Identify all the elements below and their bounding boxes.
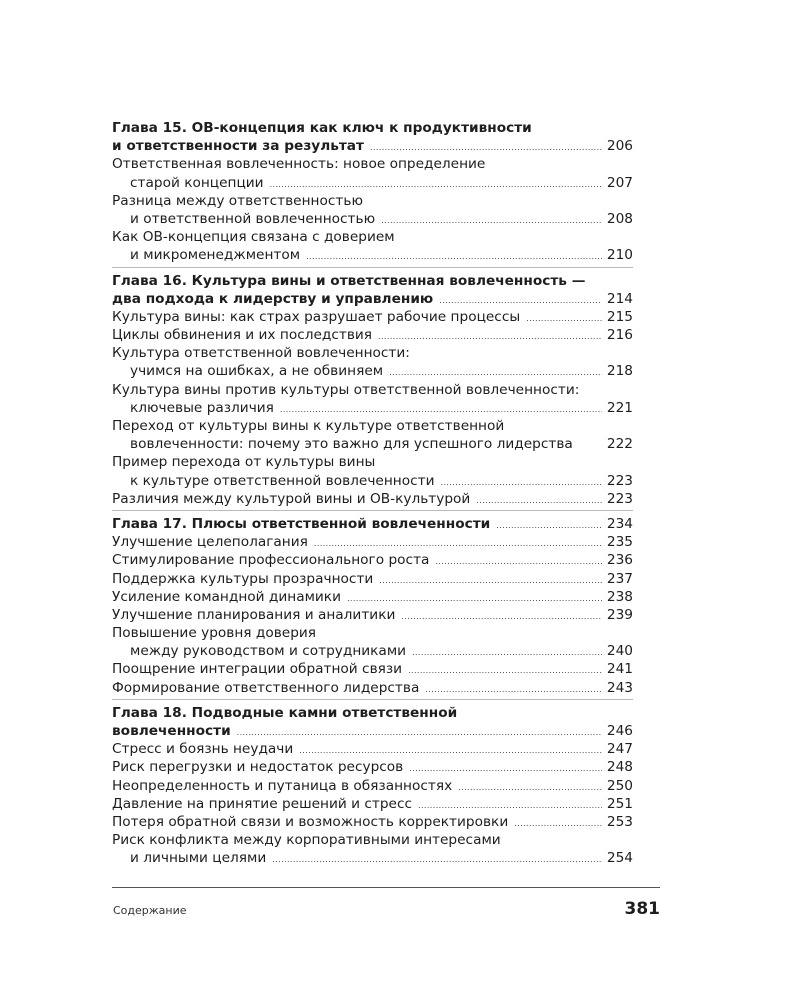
toc-entry-line xyxy=(112,831,633,849)
footer-page-number: 381 xyxy=(624,899,660,919)
toc-chapter-heading-line xyxy=(112,722,633,740)
toc-chapter-heading-line xyxy=(112,290,633,308)
toc-entry-line xyxy=(112,777,633,795)
toc-entry-title: Неопределенность и путаница в обязанностях xyxy=(112,777,453,794)
toc-page-number: 223 xyxy=(606,490,633,507)
toc-entry-title: и ответственной вовлеченностью xyxy=(130,210,376,227)
toc-entry-title: Глава 15. ОВ-концепция как ключ к продуктивности xyxy=(112,120,532,136)
toc-entry-title: вовлеченности: почему это важно для успешного лидерства xyxy=(130,436,573,453)
toc-entry-title: между руководством и сотрудниками xyxy=(130,643,407,660)
toc-page-number: 247 xyxy=(606,741,633,758)
toc-page-number: 206 xyxy=(606,138,633,155)
toc-entry-line xyxy=(112,399,633,417)
toc-entry-title: Ответственная вовлеченность: новое определение xyxy=(112,156,486,173)
toc-page-number: 237 xyxy=(606,570,633,587)
toc-entry-title: Пример перехода от культуры вины xyxy=(112,454,376,471)
toc-entry-line xyxy=(112,344,633,362)
toc-entry-line xyxy=(112,326,633,344)
toc-page-number: 253 xyxy=(606,813,633,830)
toc-page-number: 254 xyxy=(606,850,633,867)
dot-leader xyxy=(458,779,602,797)
toc-page-number: 221 xyxy=(606,399,633,416)
toc-entry-title: Поощрение интеграции обратной связи xyxy=(112,661,403,678)
toc-page-number: 207 xyxy=(606,174,633,191)
toc-entry-line xyxy=(112,795,633,813)
toc-page-number: 208 xyxy=(606,210,633,227)
toc-entry-title: учимся на ошибках, а не обвиняем xyxy=(130,363,384,380)
toc-entry-line xyxy=(112,679,633,697)
toc-page-number: 218 xyxy=(606,363,633,380)
toc-entry-title: вовлеченности xyxy=(112,723,231,739)
toc-entry-line xyxy=(112,435,633,453)
dot-leader xyxy=(476,492,602,510)
toc-entry-title: Риск перегрузки и недостаток ресурсов xyxy=(112,759,404,776)
toc-entry-title: Культура вины: как страх разрушает рабочие процессы xyxy=(112,308,521,325)
toc-entry-line xyxy=(112,308,633,326)
toc-page-number: 236 xyxy=(606,552,633,569)
toc-entry-title: Повышение уровня доверия xyxy=(112,625,317,642)
toc-page-number: 222 xyxy=(606,436,633,453)
toc-chapter-heading-line xyxy=(112,119,633,137)
dot-leader xyxy=(272,851,602,869)
toc-entry-title: Переход от культуры вины к культуре ответственной xyxy=(112,418,505,434)
toc-page-number: 214 xyxy=(606,290,633,307)
dot-leader xyxy=(425,681,602,699)
toc-entry-title: ключевые различия xyxy=(130,399,274,416)
dot-leader xyxy=(381,212,602,230)
toc-entry-line xyxy=(112,490,633,508)
toc-entry-title: Давление на принятие решений и стресс xyxy=(112,795,413,812)
toc-page-number: 234 xyxy=(606,515,633,532)
toc-entry-line xyxy=(112,588,633,606)
toc-page-number: 241 xyxy=(606,661,633,678)
toc-entry-title: Глава 18. Подводные камни ответственной xyxy=(112,704,458,721)
toc-chapter-block xyxy=(112,704,633,870)
dot-leader xyxy=(378,328,602,346)
toc-entry-line xyxy=(112,624,633,642)
toc-entry-title: Поддержка культуры прозрачности xyxy=(112,570,374,587)
dot-leader xyxy=(408,662,602,680)
toc-page-number: 215 xyxy=(606,308,633,325)
toc-entry-line xyxy=(112,246,633,264)
toc-entry-line xyxy=(112,192,633,210)
dot-leader xyxy=(401,608,601,626)
toc-chapter-heading-line xyxy=(112,137,633,155)
footer-section-label: Содержание xyxy=(113,904,187,917)
toc-chapter-block xyxy=(112,272,633,511)
toc-entry-title: Разница между ответственностью xyxy=(112,192,363,209)
toc-entry-title: Потеря обратной связи и возможность корректировки xyxy=(112,813,509,830)
dot-leader xyxy=(526,310,602,328)
toc-entry-title: Культура ответственной вовлеченности: xyxy=(112,345,410,362)
dot-leader xyxy=(412,644,602,662)
toc-page-number: 235 xyxy=(606,534,633,551)
toc-entry-line xyxy=(112,155,633,173)
toc-page-number: 238 xyxy=(606,588,633,605)
toc-entry-title: Как ОВ-концепция связана с доверием xyxy=(112,229,395,246)
toc-page-number: 223 xyxy=(606,472,633,489)
toc-chapter-heading-line xyxy=(112,272,633,290)
toc-entry-title: и ответственности за результат xyxy=(112,138,364,155)
toc-page-number: 239 xyxy=(606,606,633,623)
toc-chapter-heading-line xyxy=(112,704,633,722)
toc-entry-line xyxy=(112,453,633,471)
toc-entry-title: два подхода к лидерству и управлению xyxy=(112,290,434,307)
toc-entry-line xyxy=(112,758,633,776)
toc-chapter-block xyxy=(112,515,633,700)
toc-entry-line xyxy=(112,381,633,399)
toc-page-number: 246 xyxy=(606,723,633,739)
table-of-contents xyxy=(112,119,633,874)
toc-entry-title: Стимулирование профессионального роста xyxy=(112,552,430,569)
toc-entry-line xyxy=(112,642,633,660)
toc-entry-line xyxy=(112,417,633,435)
dot-leader xyxy=(514,815,602,833)
dot-leader xyxy=(435,553,601,571)
toc-entry-title: Улучшение целеполагания xyxy=(112,534,308,551)
toc-entry-title: Глава 17. Плюсы ответственной вовлеченности xyxy=(112,515,491,532)
toc-entry-title: Улучшение планирования и аналитики xyxy=(112,606,396,623)
toc-entry-title: Усиление командной динамики xyxy=(112,588,341,605)
toc-chapter-block xyxy=(112,119,633,268)
toc-page-number: 243 xyxy=(606,679,633,696)
toc-entry-line xyxy=(112,813,633,831)
toc-entry-line xyxy=(112,660,633,678)
toc-entry-title: старой концепции xyxy=(130,174,264,191)
toc-page-number: 240 xyxy=(606,643,633,660)
toc-entry-title: Культура вины против культуры ответственной вовлеченности: xyxy=(112,381,580,398)
toc-entry-line xyxy=(112,849,633,867)
toc-entry-title: Различия между культурой вины и ОВ-культурой xyxy=(112,490,471,507)
toc-page-number: 250 xyxy=(606,777,633,794)
toc-entry-title: Формирование ответственного лидерства xyxy=(112,679,420,696)
toc-entry-line xyxy=(112,551,633,569)
dot-leader xyxy=(496,517,602,535)
toc-page-number: 216 xyxy=(606,327,633,344)
toc-entry-line xyxy=(112,740,633,758)
toc-entry-title: Стресс и боязнь неудачи xyxy=(112,741,294,758)
toc-entry-title: Риск конфликта между корпоративными интересами xyxy=(112,832,501,849)
dot-leader xyxy=(379,572,602,590)
toc-entry-line xyxy=(112,362,633,380)
toc-page-number: 210 xyxy=(606,247,633,264)
toc-entry-line xyxy=(112,606,633,624)
toc-entry-title: и личными целями xyxy=(130,850,267,867)
toc-entry-title: Глава 16. Культура вины и ответственная вовлеченность — xyxy=(112,272,586,289)
toc-page-number: 248 xyxy=(606,759,633,776)
toc-entry-line xyxy=(112,570,633,588)
toc-entry-line xyxy=(112,533,633,551)
dot-leader xyxy=(306,248,602,266)
toc-entry-line xyxy=(112,174,633,192)
toc-entry-line xyxy=(112,210,633,228)
toc-entry-title: и микроменеджментом xyxy=(130,247,301,264)
toc-entry-title: к культуре ответственной вовлеченности xyxy=(130,472,435,489)
toc-chapter-heading-line xyxy=(112,515,633,533)
toc-entry-line xyxy=(112,472,633,490)
toc-entry-line xyxy=(112,228,633,246)
toc-entry-title: Циклы обвинения и их последствия xyxy=(112,327,373,344)
toc-page-number: 251 xyxy=(606,795,633,812)
footer-rule xyxy=(112,887,660,888)
